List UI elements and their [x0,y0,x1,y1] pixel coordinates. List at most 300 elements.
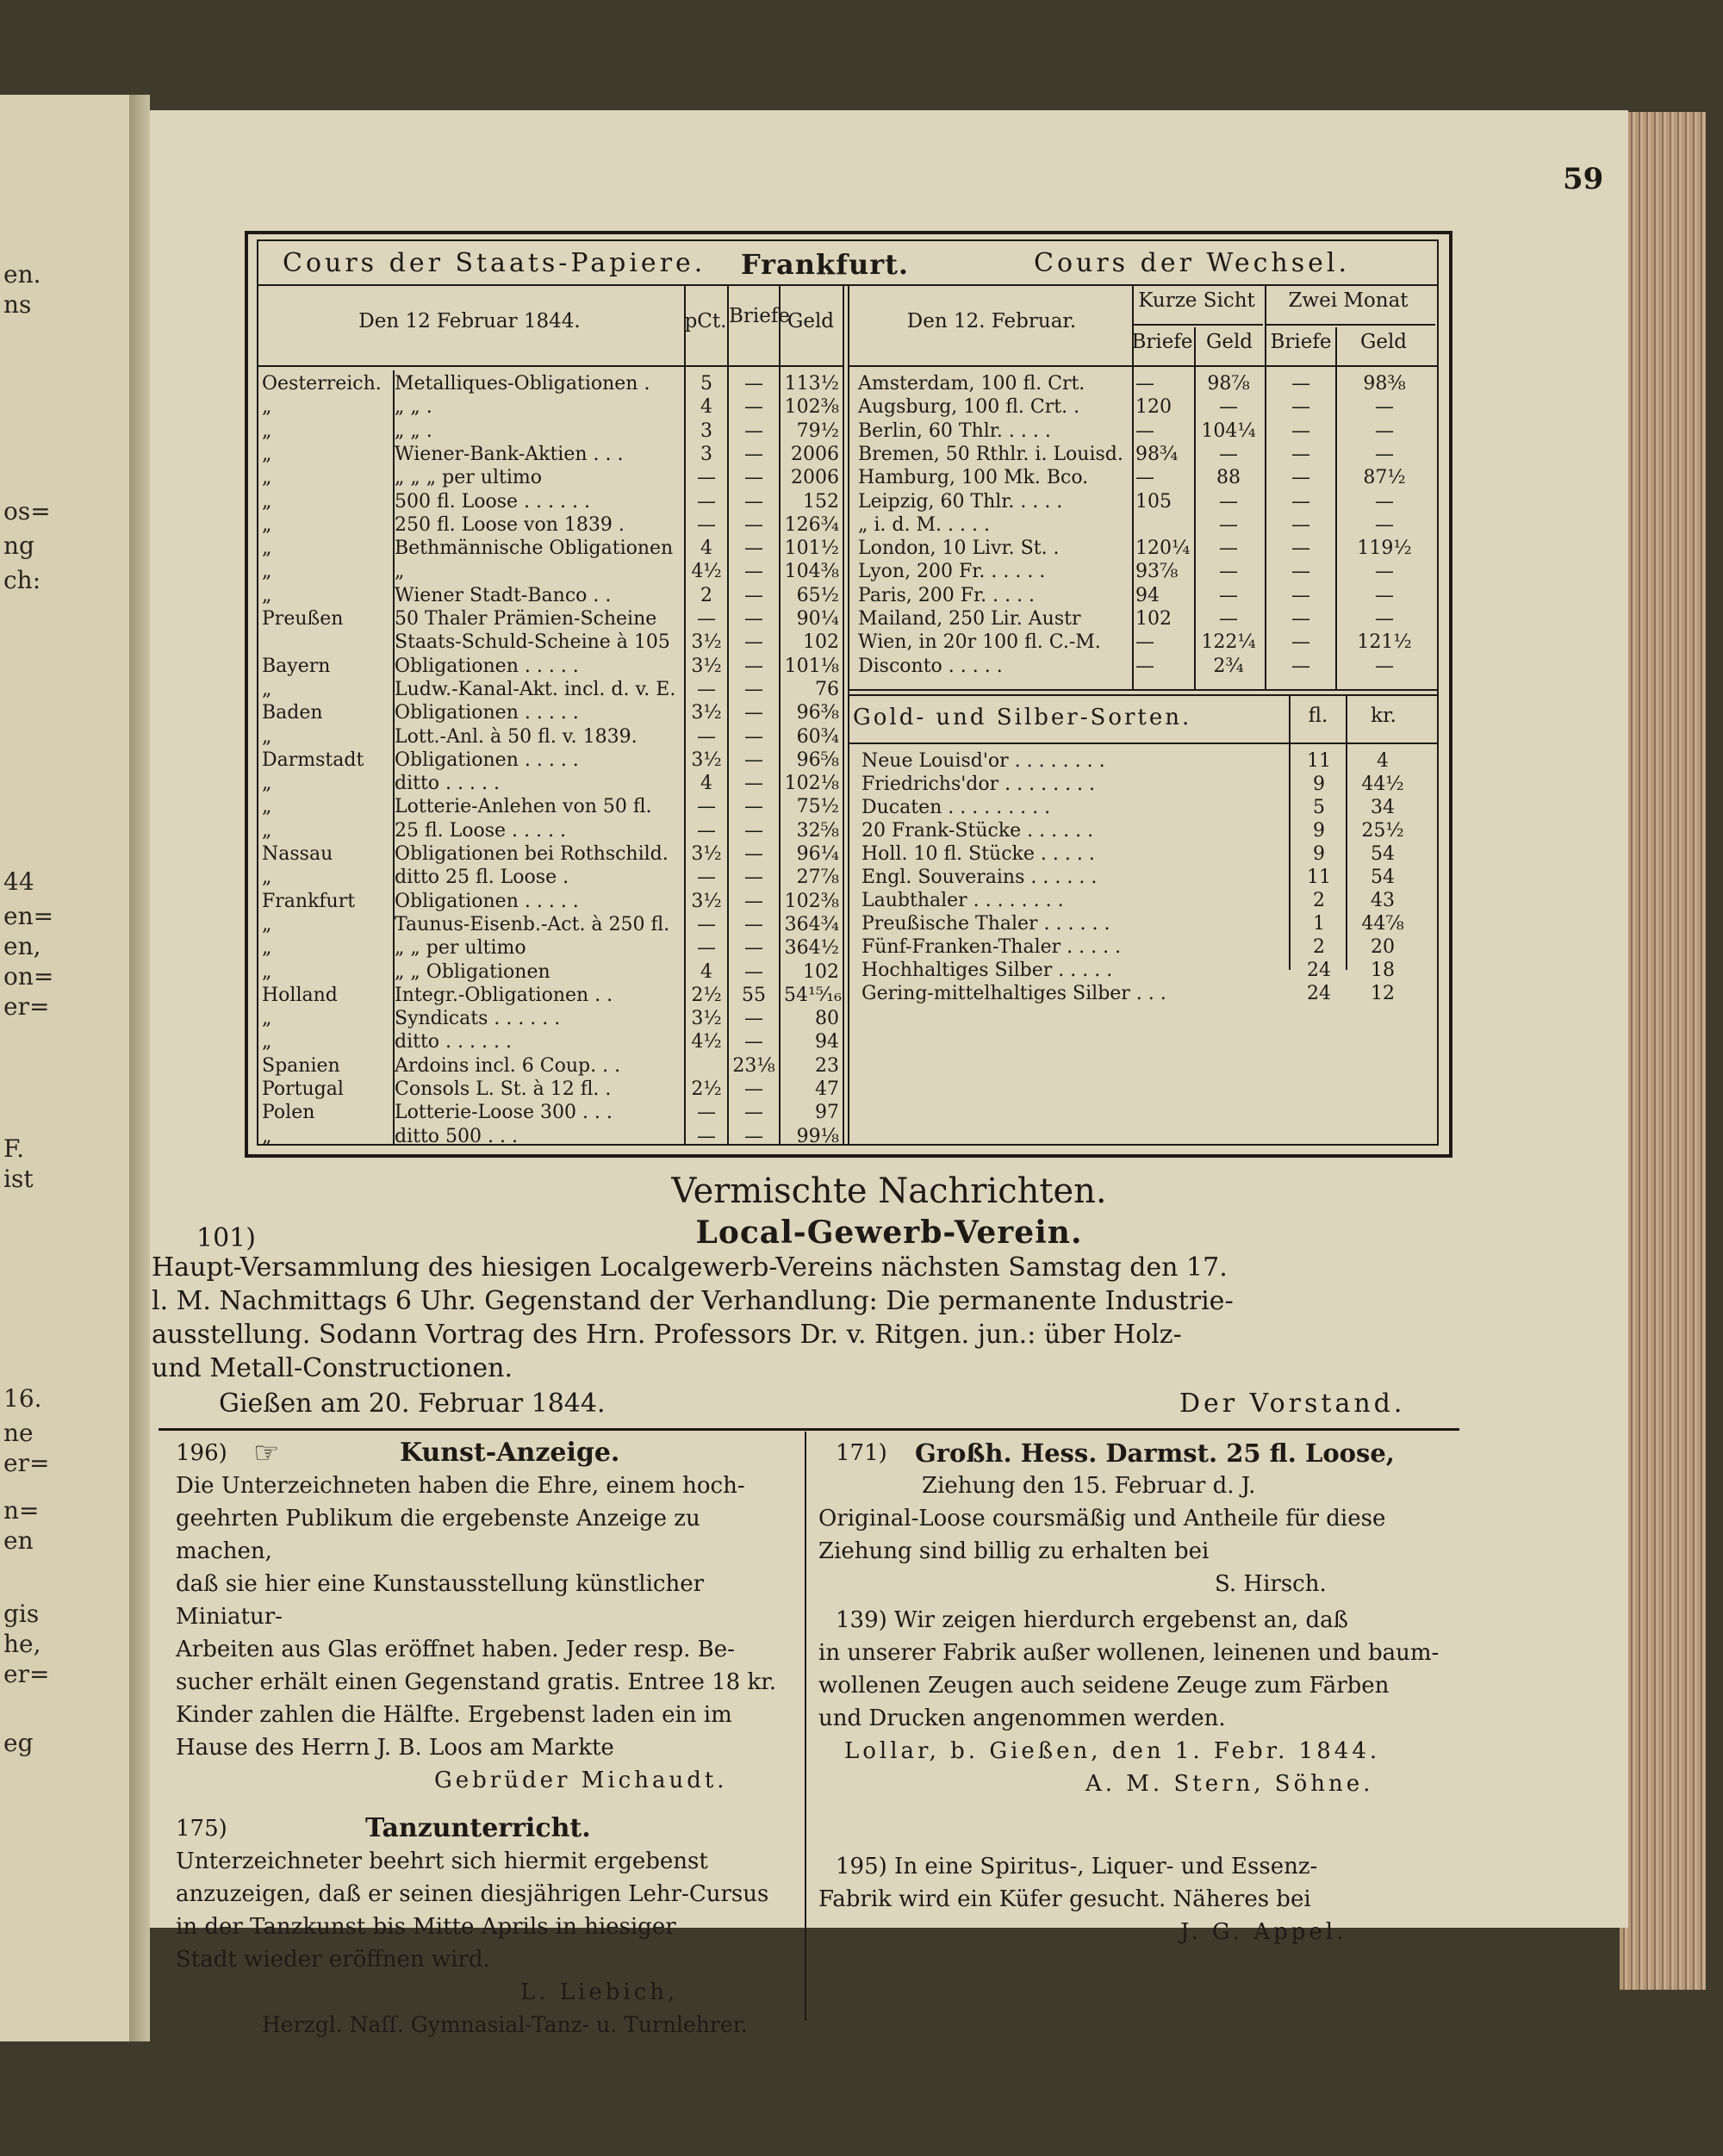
papiere-geld: 152 [803,490,839,513]
kurze-sicht-head: Kurze Sicht [1138,289,1255,312]
papiere-name: „ [395,561,405,583]
sorten-name: Fünf-Franken-Thaler . . . . . [862,936,1122,958]
papiere-country: Baden [262,702,323,724]
papiere-country: „ [262,913,272,935]
ad-196-body [176,1469,796,1797]
wechsel-zg: — [1375,584,1394,606]
wechsel-row [258,395,1439,419]
papiere-pct: — [697,819,716,842]
ad-195 [818,1850,1456,1948]
papiere-name: Syndicats . . . . . . [395,1008,561,1030]
papiere-country: „ [262,867,272,889]
papiere-country: „ [262,1031,272,1053]
sorten-name: Ducaten . . . . . . . . . [862,797,1051,818]
wechsel-place: Berlin, 60 Thlr. . . . . [858,419,1051,442]
papiere-pct: 4½ [691,561,722,583]
wechsel-row [258,490,1439,513]
page-edges [1620,112,1706,1990]
wechsel-place: Lyon, 200 Fr. . . . . . [858,561,1046,583]
wechsel-place: Wien, in 20r 100 fl. C.-M. [858,631,1101,654]
wechsel-zb: — [1291,631,1310,654]
papiere-briefe: — [744,655,763,677]
wechsel-kg: — [1219,396,1238,419]
papiere-country: Preußen [262,608,344,630]
papiere-name: Lotterie-Anlehen von 50 fl. [395,796,652,818]
papiere-briefe: — [744,1008,763,1030]
left-page-fragment: er= [3,1449,50,1477]
sorten-fl: 24 [1307,983,1331,1004]
papiere-pct: 3 [700,443,712,465]
wechsel-kg: — [1219,537,1238,560]
wechsel-zb: — [1291,537,1310,560]
papiere-name: „ „ per ultimo [395,937,526,960]
wechsel-row [258,607,1439,631]
papiere-pct: 4½ [691,1031,722,1053]
papiere-pct: 3½ [691,1008,722,1030]
papiere-geld: 76 [815,678,839,700]
papiere-pct: — [697,796,716,818]
exchange-table-inner [257,239,1439,1146]
left-page-fragment: ne [3,1419,34,1447]
papiere-name: Wiener-Bank-Aktien . . . [395,443,624,465]
papiere-name: Consols L. St. à 12 fl. . [395,1078,612,1100]
left-page-fragment: en= [3,902,54,930]
papiere-name: Ardoins incl. 6 Coup. . . [395,1054,621,1077]
papiere-pct: — [697,608,716,630]
left-page-fragment: ng [3,531,34,560]
sorten-top-rule-a [848,689,1437,691]
ad-196-number: 196) [176,1440,227,1466]
papiere-row [258,725,844,749]
ad-line: Kinder zahlen die Hälfte. Ergebenst laden ein im [176,1702,732,1728]
papiere-row [258,1030,844,1053]
ad-line: Hause des Herrn J. B. Loos am Markte [176,1735,614,1761]
papiere-briefe: 23⅛ [732,1054,775,1077]
sorten-row [258,842,1439,866]
wechsel-kg: 104¼ [1201,419,1256,442]
ad-139-first-line [818,1604,1456,1637]
pointing-hand-icon: ☞ [253,1436,280,1470]
ad-195-number: 195) [836,1854,887,1880]
ad-line: in unserer Fabrik außer wollenen, leinenen und baum- [818,1640,1440,1666]
wechsel-place: Leipzig, 60 Thlr. . . . . [858,490,1063,513]
papiere-pct: 3½ [691,749,722,771]
ad-line: wollenen Zeugen auch seidene Zeuge zum Färben [818,1673,1390,1699]
papiere-name: Metalliques-Obligationen . [395,373,650,395]
wechsel-row [258,537,1439,560]
papiere-briefe: — [744,1078,763,1100]
papiere-pct: — [697,725,716,748]
ad-line: Unterzeichneter beehrt sich hiermit ergebenst [176,1848,708,1874]
papiere-country: Spanien [262,1054,340,1077]
wechsel-zb: — [1291,443,1310,465]
papiere-briefe: — [744,678,763,700]
papiere-briefe: — [744,819,763,842]
papiere-country: „ [262,561,272,583]
papiere-row [258,1101,844,1124]
ad-line: Original-Loose coursmäßig und Antheile für diese [818,1506,1386,1532]
wechsel-kb: 98¾ [1135,443,1179,465]
ad-175-head [176,1812,796,1845]
papiere-name: Lotterie-Loose 300 . . . [395,1102,613,1124]
papiere-name: 250 fl. Loose von 1839 . [395,513,625,536]
papiere-briefe: — [744,890,763,912]
sorten-kr: 54 [1371,867,1395,888]
wechsel-place: „ i. d. M. . . . . [858,513,990,536]
ad-line: Stadt wieder eröffnen wird. [176,1947,490,1973]
ad-139 [818,1604,1456,1800]
wechsel-zg: — [1375,655,1394,677]
wechsel-zb: — [1291,608,1310,630]
papiere-briefe: — [744,773,763,795]
ad-196-title: Kunst-Anzeige. [400,1438,620,1468]
papiere-briefe: — [744,796,763,818]
wechsel-kg: 2¾ [1213,655,1244,677]
papiere-briefe: — [744,584,763,606]
papiere-geld: 96¼ [796,843,839,865]
papiere-geld: 75½ [796,796,839,818]
right-head-rule [848,365,1437,367]
sorten-fl: 11 [1307,867,1331,888]
kurze-briefe-head: Briefe [1131,331,1193,353]
ad-139-number: 139) [836,1607,887,1633]
papiere-geld: 32⅝ [796,819,839,842]
sorten-row [258,749,1439,773]
ad-171-title: Großh. Hess. Darmst. 25 fl. Loose, [915,1438,1395,1468]
wechsel-kb: — [1135,373,1154,395]
ad-line: Arbeiten aus Glas eröffnet haben. Jeder resp. Be- [176,1637,735,1662]
papiere-pct: 3½ [691,631,722,654]
sorten-name: Laubthaler . . . . . . . . [862,890,1064,911]
papiere-geld: 65½ [796,584,839,606]
papiere-pct: — [697,867,716,889]
verein-line: Haupt-Versammlung des hiesigen Localgewerb-Vereins nächsten Samstag den 17. [152,1252,1228,1283]
papiere-geld: 96⅜ [796,702,839,724]
sorten-kr: 34 [1371,797,1395,818]
wechsel-kb: — [1135,655,1154,677]
col-briefe-head: Briefe [729,305,790,327]
papiere-briefe: — [744,608,763,630]
papiere-country: Nassau [262,843,333,865]
papiere-pct: 3½ [691,890,722,912]
col-geld-head: Geld [787,310,835,332]
ad-171-number: 171) [836,1440,887,1466]
wechsel-kb: 93⅞ [1135,561,1179,583]
papiere-geld: 101½ [784,537,839,560]
papiere-briefe: — [744,396,763,419]
col-pct-head: pCt. [684,310,727,332]
papiere-pct: — [697,678,716,700]
ad-175-title: Tanzunterricht. [365,1813,591,1843]
papiere-name: 50 Thaler Prämien-Scheine [395,608,657,630]
papiere-geld: 96⅝ [796,749,839,771]
wechsel-row [258,631,1439,654]
wechsel-kg: 122¼ [1201,631,1256,654]
papiere-name: Wiener Stadt-Banco . . [395,584,612,606]
papiere-country: „ [262,819,272,842]
papiere-country: „ [262,537,272,560]
ad-171 [818,1437,1456,1600]
wechsel-place: London, 10 Livr. St. . [858,537,1060,560]
left-page-fragment: 16. [3,1384,42,1413]
papiere-geld: 94 [815,1031,839,1053]
sorten-fl: 24 [1307,960,1331,981]
wechsel-kb: 102 [1135,608,1172,630]
papiere-row [258,1007,844,1030]
left-head-rule [258,365,844,367]
sorten-kr: 20 [1371,936,1395,958]
ad-line: und Drucken angenommen werden. [818,1706,1226,1731]
exchange-table [245,231,1452,1158]
left-page-fragment: ch: [3,566,41,594]
ad-line: anzuzeigen, daß er seinen diesjährigen Lehr-Cursus [176,1881,769,1907]
ad-175-signature-title: Herzgl. Naſſ. Gymnasial-Tanz- u. Turnlehrer. [262,2012,748,2037]
papiere-briefe: — [744,561,763,583]
papiere-briefe: — [744,867,763,889]
sorten-head-rule [848,742,1437,744]
papiere-pct: — [697,467,716,489]
ad-175-number: 175) [176,1816,227,1842]
left-page-fragment: ist [3,1165,34,1193]
papiere-pct: — [697,913,716,935]
wechsel-kg: — [1219,561,1238,583]
wechsel-kb: — [1135,631,1154,654]
sorten-kr: 12 [1371,983,1395,1004]
papiere-briefe: — [744,443,763,465]
zwei-briefe-head: Briefe [1270,331,1332,353]
papiere-pct: 4 [700,396,712,419]
sorten-row [258,912,1439,935]
left-page-fragment: gis [3,1600,40,1628]
papiere-geld: 2006 [791,443,839,465]
wechsel-zg: — [1375,490,1394,513]
papiere-briefe: — [744,937,763,960]
sorten-name: Gering-mittelhaltiges Silber . . . [862,983,1166,1004]
papiere-pct: 4 [700,537,712,560]
wechsel-kg: 98⅞ [1207,373,1250,395]
left-page-fragment: he, [3,1630,41,1658]
sorten-fl: 2 [1313,890,1325,911]
left-page-fragment: er= [3,1660,50,1688]
wechsel-place: Mailand, 250 Lir. Austr [858,608,1081,630]
sorten-row [258,959,1439,982]
papiere-geld: 102 [803,960,839,983]
wechsel-zg: — [1375,513,1394,536]
papiere-briefe: — [744,373,763,395]
sorten-name: 20 Frank-Stücke . . . . . . [862,820,1094,842]
wechsel-kb: — [1135,467,1154,489]
wechsel-row [258,513,1439,537]
col-fl-head: fl. [1308,705,1328,727]
ad-line: in der Tanzkunst bis Mitte Aprils in hiesiger [176,1914,676,1940]
papiere-country: „ [262,1125,272,1147]
verein-signature: Der Vorstand. [1179,1389,1406,1419]
papiere-country: „ [262,584,272,606]
papiere-briefe: — [744,467,763,489]
section-title: Vermischte Nachrichten. [671,1171,1107,1211]
papiere-country: Oesterreich. [262,373,382,395]
papiere-name: 25 fl. Loose . . . . . [395,819,566,842]
papiere-geld: 47 [815,1078,839,1100]
papiere-pct: — [697,937,716,960]
papiere-geld: 104⅜ [784,561,839,583]
wechsel-zb: — [1291,419,1310,442]
wechsel-place: Amsterdam, 100 fl. Crt. [858,373,1085,395]
papiere-geld: 54¹⁵⁄₁₆ [784,984,842,1006]
ad-line: Ziehung den 15. Februar d. J. [922,1473,1256,1499]
papiere-pct: 2½ [691,1078,722,1100]
papiere-name: „ „ „ per ultimo [395,467,542,489]
wechsel-zb: — [1291,396,1310,419]
left-page-fragment: en, [3,932,41,960]
sorten-kr: 25½ [1361,820,1404,842]
table-header-bar [258,241,1437,286]
sorten-kr: 54 [1371,843,1395,865]
papiere-pct: 3½ [691,655,722,677]
sorten-fl: 11 [1307,750,1331,772]
sorten-row [258,866,1439,889]
sorten-row [258,935,1439,959]
papiere-country: Holland [262,984,338,1006]
papiere-country: Bayern [262,655,331,677]
sorten-row [258,889,1439,912]
wechsel-kg: — [1219,490,1238,513]
papiere-pct: 5 [700,373,712,395]
papiere-country: „ [262,396,272,419]
papiere-geld: 102⅜ [784,890,839,912]
papiere-country: „ [262,937,272,960]
papiere-briefe: — [744,1031,763,1053]
wechsel-zb: — [1291,655,1310,677]
left-page-fragment: ns [3,290,32,319]
papiere-geld: 102⅜ [784,396,839,419]
papiere-name: ditto 25 fl. Loose . [395,867,569,889]
papiere-geld: 2006 [791,467,839,489]
page-number: 59 [1563,162,1604,196]
papiere-name: Lott.-Anl. à 50 fl. v. 1839. [395,725,638,748]
ad-line: sucher erhält einen Gegenstand gratis. Entree 18 kr. [176,1669,777,1695]
sorten-fl: 5 [1313,797,1325,818]
wechsel-kb: 105 [1135,490,1172,513]
kurze-geld-head: Geld [1205,331,1253,353]
wechsel-row [258,466,1439,489]
ad-line: Die Unterzeichneten haben die Ehre, einem hoch- [176,1473,745,1499]
papiere-geld: 126¾ [784,513,839,536]
wechsel-row [258,560,1439,583]
papiere-geld: 80 [815,1008,839,1030]
header-city: Frankfurt. [741,248,909,281]
papiere-geld: 102 [803,631,839,654]
left-page-fragment: er= [3,992,50,1021]
papiere-country: Portugal [262,1078,344,1100]
book-gutter [129,95,150,2041]
wechsel-row [258,372,1439,395]
left-page-fragment: en. [3,260,41,289]
papiere-name: ditto . . . . . . [395,1031,512,1053]
papiere-pct: 4 [700,960,712,983]
wechsel-kg: 88 [1216,467,1241,489]
sorten-fl: 2 [1313,936,1325,958]
papiere-briefe: — [744,725,763,748]
papiere-briefe: — [744,1102,763,1124]
papiere-pct: 2½ [691,984,722,1006]
wechsel-zb: — [1291,513,1310,536]
wechsel-kg: — [1219,608,1238,630]
wechsel-row [258,584,1439,607]
wechsel-kb: 94 [1135,584,1160,606]
sorten-top-rule-b [848,694,1437,696]
ad-171-head [818,1437,1456,1469]
papiere-country: „ [262,796,272,818]
papiere-pct: — [697,1102,716,1124]
wechsel-zg: — [1375,608,1394,630]
papiere-name: Obligationen . . . . . [395,655,579,677]
wechsel-zb: — [1291,584,1310,606]
sorten-row [258,773,1439,796]
wechsel-zb: — [1291,490,1310,513]
papiere-geld: 364¾ [784,913,839,935]
wechsel-place: Disconto . . . . . [858,655,1003,677]
wechsel-row [258,419,1439,443]
ad-line: Fabrik wird ein Küfer gesucht. Näheres bei [818,1886,1311,1912]
papiere-geld: 90¼ [796,608,839,630]
papiere-name: Integr.-Obligationen . . [395,984,613,1006]
wechsel-kg: — [1219,513,1238,536]
papiere-name: „ „ . [395,396,432,419]
papiere-country: „ [262,678,272,700]
papiere-country: „ [262,725,272,748]
papiere-country: Darmstadt [262,749,364,771]
ad-line: geehrten Publikum die ergebenste Anzeige zu machen, [176,1506,700,1564]
papiere-briefe: — [744,843,763,865]
left-date-head: Den 12 Februar 1844. [358,310,581,332]
sorten-fl: 9 [1313,774,1325,795]
papiere-pct: 3½ [691,702,722,724]
papiere-briefe: — [744,419,763,442]
papiere-name: Staats-Schuld-Scheine à 105 [395,631,670,654]
sorten-row [258,819,1439,842]
left-page-fragment: os= [3,497,51,525]
papiere-pct: 3 [700,419,712,442]
ad-171-signature: S. Hirsch. [1215,1571,1327,1597]
zwei-monat-head: Zwei Monat [1288,289,1409,312]
papiere-geld: 23 [815,1054,839,1077]
verein-line: und Metall-Constructionen. [152,1353,513,1383]
papiere-row [258,701,844,724]
ad-line: Wir zeigen hierdurch ergebenst an, daß [894,1607,1348,1633]
wechsel-place: Paris, 200 Fr. . . . . [858,584,1036,606]
papiere-country: Frankfurt [262,890,356,912]
sorten-kr: 43 [1371,890,1395,911]
wechsel-zg: 119½ [1357,537,1412,560]
wechsel-zb: — [1291,373,1310,395]
verein-line: ausstellung. Sodann Vortrag des Hrn. Professors Dr. v. Ritgen. jun.: über Holz- [152,1320,1182,1350]
verein-title: Local-Gewerb-Verein. [695,1215,1083,1251]
papiere-briefe: — [744,490,763,513]
ad-line: daß sie hier eine Kunstausstellung künstlicher Miniatur- [176,1571,705,1630]
papiere-country: „ [262,1008,272,1030]
papiere-geld: 101⅛ [784,655,839,677]
papiere-country: „ [262,960,272,983]
papiere-geld: 79½ [796,419,839,442]
papiere-briefe: — [744,702,763,724]
papiere-briefe: 55 [742,984,766,1006]
papiere-name: „ „ Obligationen [395,960,550,983]
papiere-name: Bethmännische Obligationen [395,537,674,560]
papiere-briefe: — [744,537,763,560]
wechsel-kg: — [1219,584,1238,606]
sorten-name: Hochhaltiges Silber . . . . . [862,960,1113,981]
